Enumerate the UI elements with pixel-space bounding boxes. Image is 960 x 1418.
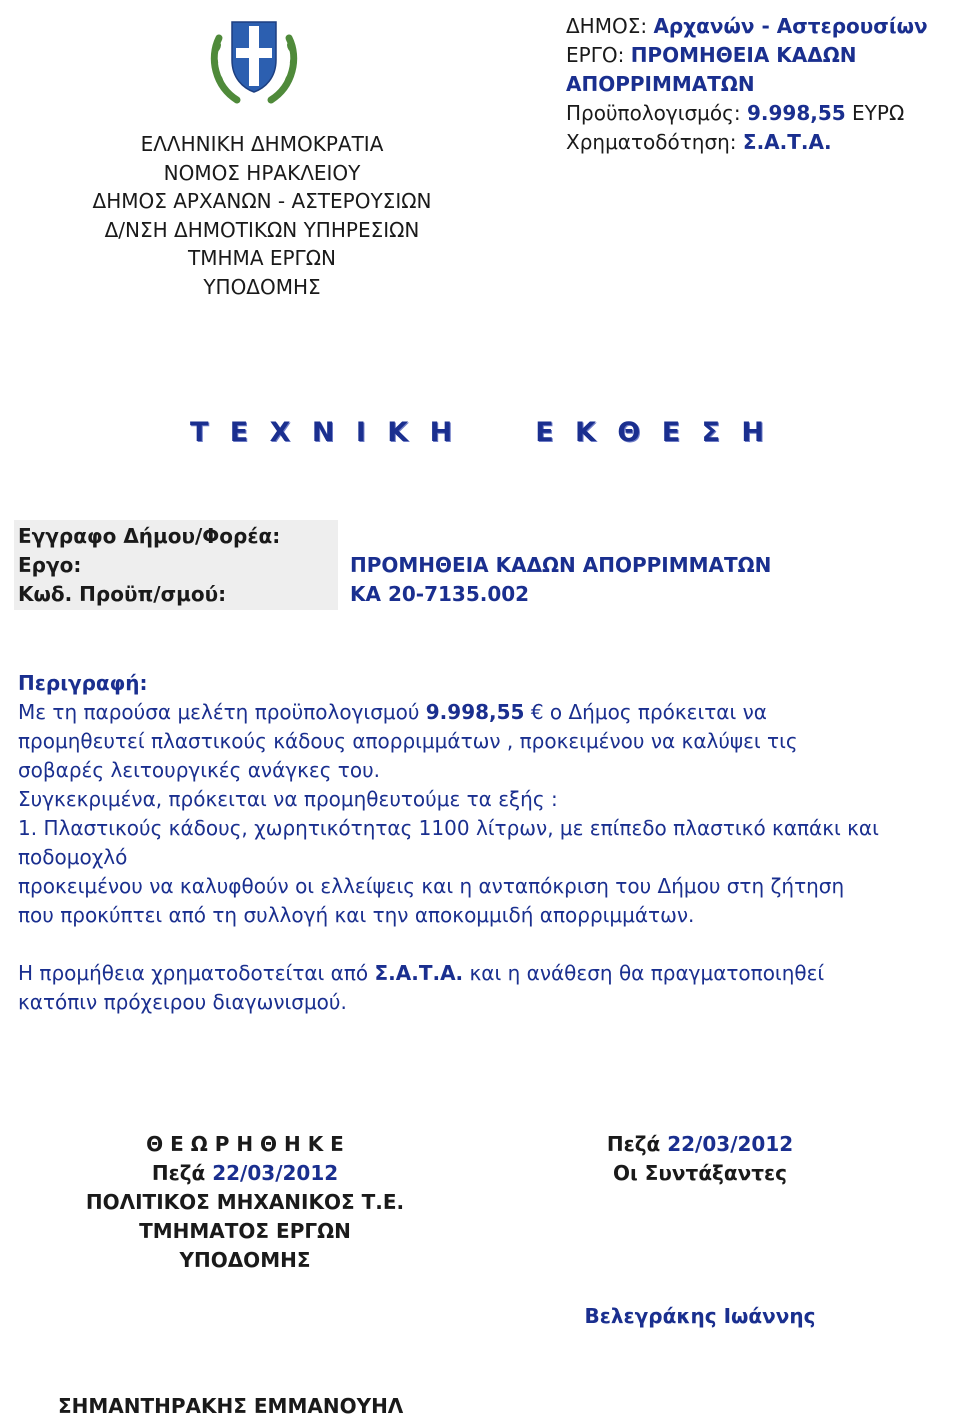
funding-source: Σ.Α.Τ.Α. [374,961,464,985]
header-municipality: ΔΗΜΟΣ ΑΡΧΑΝΩΝ - ΑΣΤΕΡΟΥΣΙΩΝ [92,189,432,213]
approved-title: Θ Ε Ω Ρ Η Θ Η Κ Ε [146,1132,344,1156]
author-name: Βελεγράκης Ιωάννης [584,1304,816,1328]
project-value-continued: ΑΠΟΡΡΙΜΜΑΤΩΝ [566,72,755,96]
date: 22/03/2012 [667,1132,794,1156]
greek-emblem-icon [205,8,303,108]
paragraph-1-line-3: σοβαρές λειτουργικές ανάγκες του. [18,758,380,782]
label-budget-code: Κωδ. Προϋπ/σμού: [18,582,227,606]
issuing-authority-block [20,130,504,301]
text-fragment: και η ανάθεση θα πραγματοποιηθεί [463,961,825,985]
project-line [566,41,956,70]
text-fragment: Η προμήθεια χρηματοδοτείται από [18,961,375,985]
project-name-value: ΠΡΟΜΗΘΕΙΑ ΚΑΔΩΝ ΑΠΟΡΡΙΜΜΑΤΩΝ [350,553,772,577]
budget-unit: ΕΥΡΩ [845,101,905,125]
authors-title: Οι Συντάξαντες [613,1161,787,1185]
description-heading: Περιγραφή: [18,671,148,695]
place: Πεζά [151,1161,213,1185]
place: Πεζά [606,1132,668,1156]
project-summary-block [566,12,956,157]
item-1-line-1: 1. Πλαστικούς κάδους, χωρητικότητας 1100 λίτρων, με επίπεδο πλαστικό καπάκι και [18,816,879,840]
municipality-label: ΔΗΜΟΣ: [566,14,654,38]
header-directorate: Δ/ΝΣΗ ΔΗΜΟΤΙΚΩΝ ΥΠΗΡΕΣΙΩΝ [104,217,420,242]
approval-signature-block [30,1130,460,1275]
text-fragment: Με τη παρούσα μελέτη προϋπολογισμού [18,700,426,724]
header-country: ΕΛΛΗΝΙΚΗ ΔΗΜΟΚΡΑΤΙΑ [140,132,384,156]
municipality-value: Αρχανών - Αστερουσίων [653,14,928,38]
description-body [18,698,938,1017]
budget-label: Προϋπολογισμός: [566,101,747,125]
paragraph-1-line-1 [18,698,938,727]
authors-date-line [560,1130,840,1159]
approved-date-line [30,1159,460,1188]
budget-line [566,99,956,128]
funding-value: Σ.Α.Τ.Α. [742,130,832,154]
approver-department-2: ΥΠΟΔΟΜΗΣ [179,1248,311,1272]
label-project: Εργο: [18,553,82,577]
funding-label: Χρηματοδότηση: [566,130,743,154]
document-title: Τ Ε Χ Ν Ι Κ Η Ε Κ Θ Ε Σ Η [189,417,771,448]
funding-line [566,128,956,157]
header-department: ΤΜΗΜΑ ΕΡΓΩΝ [188,246,336,270]
info-labels [18,522,280,609]
date: 22/03/2012 [212,1161,339,1185]
approver-department: ΤΜΗΜΑΤΟΣ ΕΡΓΩΝ [139,1219,351,1243]
project-label: ΕΡΓΟ: [566,43,631,67]
header-prefecture: ΝΟΜΟΣ ΗΡΑΚΛΕΙΟΥ [163,160,361,185]
label-document: Εγγραφο Δήμου/Φορέα: [18,524,281,548]
approver-role: ΠΟΛΙΤΙΚΟΣ ΜΗΧΑΝΙΚΟΣ Τ.Ε. [85,1190,405,1214]
item-1-line-2: ποδομοχλό [18,845,128,869]
text-fragment: € ο Δήμος πρόκειται να [524,700,767,724]
paragraph-4-line-1: προκειμένου να καλυφθούν οι ελλείψεις και η ανταπόκριση του Δήμου στη ζήτηση [18,874,845,898]
approver-name: ΣΗΜΑΝΤΗΡΑΚΗΣ ΕΜΜΑΝΟΥΗΛ [58,1394,404,1418]
paragraph-4-line-2: που προκύπτει από τη συλλογή και την αποκομμιδή απορριμμάτων. [18,903,695,927]
paragraph-2: Συγκεκριμένα, πρόκειται να προμηθευτούμε τα εξής : [18,787,558,811]
info-values [350,551,771,609]
budget-code-value: ΚΑ 20-7135.002 [350,582,530,606]
paragraph-5-line-2: κατόπιν πρόχειρου διαγωνισμού. [18,990,347,1014]
budget-amount: 9.998,55 [425,700,525,724]
paragraph-1-line-2: προμηθευτεί πλαστικούς κάδους απορριμμάτων , προκειμένου να καλύψει τις [18,729,798,753]
paragraph-5-line-1 [18,959,938,988]
budget-value: 9.998,55 [746,101,846,125]
authors-signature-block [560,1130,840,1188]
municipality-line [566,12,956,41]
project-value: ΠΡΟΜΗΘΕΙΑ ΚΑΔΩΝ [630,43,857,67]
header-department-2: ΥΠΟΔΟΜΗΣ [203,274,321,299]
